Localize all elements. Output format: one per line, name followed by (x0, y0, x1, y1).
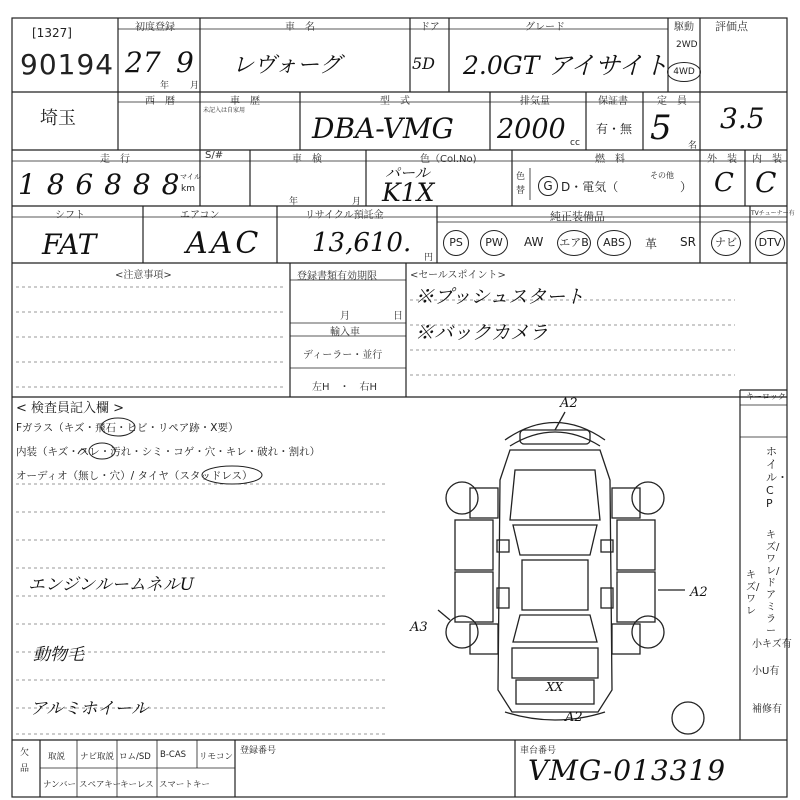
first-reg-year: 27 (125, 46, 161, 79)
equip-navi: ナビ (715, 236, 737, 249)
score-value: 3.5 (720, 102, 765, 135)
equip-airbag: エアB (559, 236, 589, 249)
left-front-door (455, 520, 493, 570)
legend-scratch-mirror: キズ/ワレ/ドアミラー (766, 530, 780, 637)
mileage-value: 1 8 6 8 8 8 (18, 168, 181, 201)
interior-label: 内 装 (752, 154, 782, 165)
inspection-year-unit: 年 (289, 197, 299, 207)
lot-number: [1327] (32, 26, 72, 40)
left-rear-wheel (446, 616, 478, 648)
handle-label: 左H ・ 右H (312, 382, 378, 393)
exterior-grade: C (714, 168, 734, 198)
docs-expiry-label: 登録書類有効期限 (297, 271, 377, 282)
audio-tire-line: オーディオ（無し・穴）/ タイヤ（スタッドレス） (16, 470, 253, 482)
hood-panel (510, 470, 600, 520)
color-code: K1X (382, 178, 435, 207)
car-name-label: 車 名 (285, 22, 315, 33)
shift-value: FAT (42, 228, 97, 261)
trunk-panel (512, 648, 598, 678)
fuel-gasoline: G (543, 179, 553, 193)
equip-ps: PS (449, 236, 463, 249)
shift-label: シフト (55, 210, 85, 221)
selling-points-label: <セールスポイント> (410, 270, 506, 281)
left-front-wheel (446, 482, 478, 514)
left-rear-door (455, 572, 493, 622)
first-registration-label: 初度登録 (135, 22, 175, 33)
recycle-value: 13,610. (312, 228, 412, 258)
equip-dtv: DTV (758, 236, 782, 249)
missing-rom-sd: ロム/SD (119, 752, 151, 762)
diagram-label-trunk: XX (546, 680, 564, 694)
recycle-label: リサイクル預託金 (305, 210, 384, 221)
fuel-close: ） (680, 180, 693, 194)
registration-number-label: 登録番号 (240, 746, 277, 756)
inspector-note-engine: エンジンルームネルU (28, 575, 195, 595)
score-label: 評価点 (715, 20, 748, 33)
equip-leather: 革 (645, 237, 658, 251)
drive-label: 駆動 (674, 22, 694, 33)
docs-day: 日 (393, 311, 403, 322)
missing-items-label: 欠品 (20, 748, 30, 774)
missing-navi-manual: ナビ取説 (80, 752, 115, 762)
diagram-label-rear: A2 (565, 710, 583, 725)
mileage-unit-mile: マイル (180, 173, 201, 181)
inspector-note-animal-hair: 動物毛 (33, 645, 84, 665)
glass-line: Fガラス（キズ・飛石・ヒビ・リペア跡・X要） (16, 422, 239, 434)
fuel-options: D・電気（ (561, 180, 619, 194)
docs-month: 月 (340, 311, 350, 322)
roof-panel (522, 560, 588, 610)
grade-value: 2.0GT アイサイト (463, 51, 669, 80)
year-unit: 年 (160, 81, 170, 91)
car-name-value: レヴォーグ (232, 53, 342, 78)
recycle-unit: 円 (424, 253, 434, 263)
windshield (513, 525, 597, 555)
month-unit: 月 (190, 81, 200, 91)
exterior-label: 外 装 (707, 154, 737, 165)
model-label: 型 式 (380, 96, 410, 107)
fuel-label: 燃 料 (595, 154, 625, 165)
western-year-label: 西 暦 (145, 96, 175, 107)
displacement-unit: cc (570, 138, 580, 148)
diagram-label-left: A3 (410, 620, 428, 635)
missing-number-plate: ナンバー (43, 780, 76, 790)
dealer-label: ディーラー・並行 (303, 350, 383, 361)
import-label: 輸入車 (330, 327, 360, 338)
history-label: 車 歴 (230, 96, 260, 107)
missing-manual: 取説 (48, 752, 66, 762)
diagram-label-front: A2 (560, 396, 578, 411)
location: 埼玉 (40, 108, 76, 129)
spare-wheel (672, 702, 704, 734)
capacity-value: 5 (650, 108, 672, 148)
mileage-label: 走 行 (100, 154, 130, 165)
auction-number: 90194 (20, 48, 115, 81)
door-value: 5D (412, 54, 436, 73)
warranty-value: 有・無 (596, 122, 633, 136)
drive-2wd: 2WD (676, 40, 698, 50)
legend-small-scratch: 小キズ有 (752, 639, 792, 650)
equipment-label: 純正装備品 (550, 210, 605, 223)
grade-label: グレード (525, 22, 565, 33)
interior-grade: C (755, 166, 777, 199)
mileage-unit-km: km (181, 184, 195, 194)
history-note: 未記入は自家用 (203, 107, 246, 114)
first-reg-month: 9 (176, 46, 194, 79)
displacement-label: 排気量 (520, 96, 550, 107)
rear-glass (513, 615, 597, 642)
door-label: ドア (420, 22, 440, 33)
inspection-month-unit: 月 (352, 197, 362, 207)
right-rear-wheel (632, 616, 664, 648)
car-body-outline (498, 450, 612, 712)
keylock-label: キーロック (746, 392, 786, 401)
drive-4wd: 4WD (673, 67, 695, 77)
aircon-label: エアコン (180, 210, 220, 221)
equip-pw: PW (485, 236, 503, 249)
right-front-wheel (632, 482, 664, 514)
inspector-note-alloy-wheel: アルミホイール (30, 699, 148, 719)
sw-label: S/# (205, 150, 224, 161)
legend-small-dent: 小U有 (752, 666, 780, 677)
fuel-other: その他 (650, 171, 674, 180)
right-rear-door (617, 572, 655, 622)
right-front-door (617, 520, 655, 570)
equip-abs: ABS (603, 236, 625, 249)
missing-keyless: キーレス (120, 780, 154, 790)
selling-point-2: ※バックカメラ (415, 322, 549, 344)
interior-line: 内装（キズ・スレ・汚れ・シミ・コゲ・穴・キレ・破れ・割れ） (16, 446, 321, 458)
capacity-unit: 名 (688, 141, 698, 151)
chassis-number-label: 車台番号 (520, 746, 557, 756)
caution-label: <注意事項> (115, 270, 172, 281)
missing-spare-key: スペアキー (79, 780, 122, 790)
inspector-title: < 検査員記入欄 > (16, 401, 125, 416)
chassis-number: VMG-013319 (528, 754, 727, 787)
capacity-label: 定 員 (657, 96, 687, 107)
legend-scratch-crack: キズ/ワレ (746, 570, 760, 617)
tv-tuner-label: TVチューナー有 (751, 210, 795, 217)
diagram-label-right: A2 (690, 585, 708, 600)
color-value: パール (385, 164, 430, 182)
selling-point-1: ※プッシュスタート (415, 286, 585, 308)
aircon-value: AAC (186, 226, 262, 261)
equip-aw: AW (524, 235, 544, 249)
missing-bcas: B-CAS (160, 750, 187, 760)
displacement-value: 2000 (497, 114, 566, 145)
warranty-label: 保証書 (598, 96, 628, 107)
model-value: DBA-VMG (312, 112, 454, 145)
missing-remote: リモコン (199, 752, 234, 762)
inspection-label: 車 検 (292, 154, 322, 165)
color-label: 色（Col.No) (420, 154, 477, 165)
missing-smart-key: スマートキー (159, 780, 210, 790)
legend-wheel-cp: ホイル・CP (766, 445, 788, 510)
color-change-label: 色替 (516, 172, 526, 196)
legend-repaired: 補修有 (752, 704, 782, 715)
equip-sunroof: SR (680, 235, 696, 249)
